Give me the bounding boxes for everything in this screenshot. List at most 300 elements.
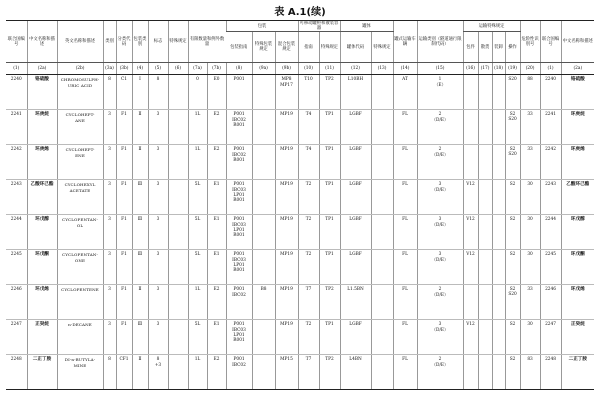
cell-class-code: F1 — [116, 110, 132, 145]
cell-packing-instructions-line: IBC03 — [232, 327, 246, 333]
cell-labels-line: 8 — [156, 77, 160, 83]
cell-packing-instructions-line: R001 — [233, 197, 245, 203]
cell-transport-category — [417, 250, 463, 285]
cell-excepted-quantity: E2 — [207, 110, 226, 145]
cell-transport-category — [417, 110, 463, 145]
cell-hazard-id: 30 — [520, 250, 540, 285]
cell-tank-special-2 — [371, 145, 393, 180]
table-row — [6, 250, 594, 285]
column-number: (10) — [298, 63, 319, 75]
column-number: (17) — [478, 63, 492, 75]
cell-special-packing: B8 — [252, 285, 275, 320]
header-mixed-packing: 混合包装规定 — [275, 32, 298, 63]
cell-transport-category-line: 3 — [438, 322, 442, 328]
cell-packing-group: Ⅱ — [132, 110, 148, 145]
cell-class-code: F1 — [116, 285, 132, 320]
column-number: (2a) — [561, 63, 594, 75]
cell-transport-category-line: 3 — [438, 252, 442, 258]
cell-transport-category-line: 2 — [438, 357, 442, 363]
cell-labels — [148, 145, 168, 180]
cell-tank-special-2 — [371, 110, 393, 145]
header-packages: 包件 — [463, 32, 478, 63]
cell-tank-special: TP1 — [319, 250, 340, 285]
cell-special-provisions — [168, 215, 188, 250]
cell-labels — [148, 285, 168, 320]
cell-en-name-line: CYCLOPENTAN- — [62, 252, 98, 258]
column-number: (9a) — [252, 63, 275, 75]
header-class-code: 分类代码 — [116, 21, 132, 63]
cell-sp-bulk — [478, 145, 492, 180]
cell-mixed-packing-line: MP19 — [280, 112, 293, 118]
cell-hazard-id: 30 — [520, 180, 540, 215]
column-number: (2b) — [57, 63, 103, 75]
cell-sp-packages — [463, 110, 478, 145]
cell-excepted-quantity: E1 — [207, 250, 226, 285]
cell-special-provisions — [168, 285, 188, 320]
cell-sp-operation: S2 — [505, 215, 520, 250]
cell-sp-bulk — [478, 180, 492, 215]
cell-packing-instructions-line: P001 — [233, 147, 245, 153]
cell-class-code: CF1 — [116, 355, 132, 390]
cell-packing-instructions-line: R001 — [233, 157, 245, 163]
cell-sp-operation: S2 S20 — [505, 285, 520, 320]
header-tank-special: 特殊规定 — [319, 32, 340, 63]
header-limited-quantities: 有限数量和例外数量 — [188, 21, 226, 63]
cell-packing-group: Ⅲ — [132, 215, 148, 250]
cell-special-provisions — [168, 75, 188, 110]
cell-en-name-line: CYCLOPENTENE — [61, 287, 99, 293]
header-hazard-id: 危险性识别号 — [520, 21, 540, 63]
cell-packing-instructions-line: P001 — [233, 112, 245, 118]
cell-transport-category-line: （D/E） — [431, 327, 449, 333]
column-number: (18) — [492, 63, 505, 75]
cell-un-no-repeat: 2240 — [540, 75, 561, 110]
table-title: 表 A.1(续) — [274, 7, 326, 18]
cell-tank-vehicle: FL — [393, 320, 417, 355]
header-tank-special-2: 特殊规定 — [371, 32, 393, 63]
cell-cn-name: 环戊醇 — [27, 215, 57, 250]
cell-tank-vehicle: FL — [393, 180, 417, 215]
cell-cn-name-repeat: 环戊烯 — [561, 285, 594, 320]
cell-special-packing — [252, 75, 275, 110]
cell-sp-loading — [492, 75, 505, 110]
cell-sp-packages: V12 — [463, 180, 478, 215]
cell-mixed-packing-line: MP19 — [280, 287, 293, 293]
cell-sp-bulk — [478, 320, 492, 355]
cell-tank-code-line: LGBF — [349, 182, 362, 188]
cell-tank-vehicle: FL — [393, 285, 417, 320]
cell-cn-name-repeat: 正癸烷 — [561, 320, 594, 355]
cell-packing-instructions-line: P001 — [233, 182, 245, 188]
header-special-provisions: 特殊规定 — [168, 21, 188, 63]
column-number: (12) — [340, 63, 371, 75]
cell-en-name-line: ACETATE — [69, 187, 91, 193]
cell-packing-instructions-line: P001 — [233, 252, 245, 258]
cell-excepted-quantity: E1 — [207, 215, 226, 250]
header-transport-category: 运输类别（隧道通行限制代码） — [417, 21, 463, 63]
cell-tank-special: TP1 — [319, 180, 340, 215]
cell-tank-special: TP1 — [319, 320, 340, 355]
cell-tank-special: TP2 — [319, 75, 340, 110]
cell-mixed-packing — [275, 75, 298, 110]
cell-cn-name-repeat: 环庚烷 — [561, 110, 594, 145]
cell-transport-category-line: （D/E） — [431, 362, 449, 368]
cell-packing-group: Ⅲ — [132, 250, 148, 285]
cell-mixed-packing — [275, 110, 298, 145]
cell-limited-quantity: 1L — [188, 355, 207, 390]
header-loading: 装卸 — [492, 32, 505, 63]
cell-un-no: 2244 — [6, 215, 27, 250]
cell-packing-instructions-line: P001 — [233, 287, 245, 293]
cell-mixed-packing — [275, 320, 298, 355]
cell-class: 3 — [103, 215, 116, 250]
table-row — [6, 355, 594, 390]
cell-special-packing — [252, 145, 275, 180]
header-adr-tank-group: 罐体 — [340, 21, 393, 32]
cell-un-no-repeat: 2248 — [540, 355, 561, 390]
cell-un-no-repeat: 2242 — [540, 145, 561, 180]
cell-special-packing — [252, 110, 275, 145]
cell-tank-code-line: LGBF — [349, 217, 362, 223]
cell-en-name-line: MINE — [73, 362, 87, 368]
cell-packing-instructions-line: P001 — [233, 357, 245, 363]
cell-special-provisions — [168, 145, 188, 180]
cell-cn-name-repeat: 二正丁胺 — [561, 355, 594, 390]
cell-packing-instructions — [226, 145, 252, 180]
table-row — [6, 75, 594, 110]
column-number: (2a) — [27, 63, 57, 75]
cell-packing-instructions-line: IBC02 — [232, 292, 246, 298]
header-special-provisions-group: 运输特殊规定 — [463, 21, 520, 32]
cell-packing-instructions — [226, 110, 252, 145]
cell-sp-operation: S2 — [505, 250, 520, 285]
dangerous-goods-table — [6, 21, 594, 390]
cell-special-packing — [252, 320, 275, 355]
cell-tank-instructions: T4 — [298, 145, 319, 180]
cell-tank-special-2 — [371, 285, 393, 320]
cell-limited-quantity: 1L — [188, 145, 207, 180]
cell-class: 3 — [103, 250, 116, 285]
cell-tank-vehicle: FL — [393, 355, 417, 390]
cell-cn-name: 正癸烷 — [27, 320, 57, 355]
cell-transport-category — [417, 145, 463, 180]
cell-class: 8 — [103, 75, 116, 110]
cell-labels — [148, 180, 168, 215]
cell-labels — [148, 320, 168, 355]
cell-sp-operation: S2 — [505, 320, 520, 355]
cell-transport-category-line: 2 — [438, 112, 442, 118]
cell-labels-line: 3 — [156, 217, 160, 223]
cell-tank-vehicle: FL — [393, 145, 417, 180]
cell-packing-instructions-line: P001 — [233, 217, 245, 223]
header-bulk: 散货 — [478, 32, 492, 63]
cell-un-no: 2242 — [6, 145, 27, 180]
cell-packing-instructions-line: IBC03 — [232, 187, 246, 193]
cell-mixed-packing-line: MP19 — [280, 182, 293, 188]
cell-cn-name-repeat: 环戊醇 — [561, 215, 594, 250]
cell-excepted-quantity: E2 — [207, 285, 226, 320]
cell-sp-operation: S2 — [505, 355, 520, 390]
cell-sp-operation: S2 S20 — [505, 145, 520, 180]
cell-labels-line: 3 — [156, 112, 160, 118]
cell-tank-code-line: LGBF — [349, 147, 362, 153]
table-row — [6, 145, 594, 180]
cell-transport-category — [417, 355, 463, 390]
cell-hazard-id: 83 — [520, 355, 540, 390]
column-number: (15) — [417, 63, 463, 75]
cell-tank-instructions: T10 — [298, 75, 319, 110]
cell-labels — [148, 110, 168, 145]
table-row — [6, 285, 594, 320]
cell-en-name — [57, 215, 103, 250]
cell-special-provisions — [168, 110, 188, 145]
cell-packing-group: Ⅱ — [132, 285, 148, 320]
cell-class: 3 — [103, 110, 116, 145]
cell-un-no-repeat: 2246 — [540, 285, 561, 320]
cell-mixed-packing — [275, 215, 298, 250]
cell-hazard-id: 33 — [520, 110, 540, 145]
cell-tank-vehicle: FL — [393, 110, 417, 145]
cell-class-code: F1 — [116, 145, 132, 180]
cell-tank-instructions: T7 — [298, 285, 319, 320]
cell-sp-loading — [492, 355, 505, 390]
column-number: (20) — [520, 63, 540, 75]
column-number: (3b) — [116, 63, 132, 75]
cell-packing-instructions — [226, 75, 252, 110]
cell-tank-instructions: T7 — [298, 355, 319, 390]
cell-en-name — [57, 355, 103, 390]
cell-packing-instructions-line: LP01 — [233, 332, 245, 338]
cell-en-name-line: CYCLOHEPT- — [65, 147, 95, 153]
cell-hazard-id: 88 — [520, 75, 540, 110]
cell-class: 8 — [103, 355, 116, 390]
cell-en-name — [57, 180, 103, 215]
cell-tank-instructions: T2 — [298, 180, 319, 215]
cell-tank-special-2 — [371, 180, 393, 215]
cell-labels — [148, 75, 168, 110]
cell-un-no-repeat: 2244 — [540, 215, 561, 250]
cell-transport-category-line: 3 — [438, 182, 442, 188]
cell-sp-packages — [463, 75, 478, 110]
cell-sp-loading — [492, 215, 505, 250]
cell-tank-special: TP2 — [319, 285, 340, 320]
cell-cn-name: 乙酸环己酯 — [27, 180, 57, 215]
cell-class-code: F1 — [116, 250, 132, 285]
cell-transport-category-line: （D/E） — [431, 152, 449, 158]
column-number: (5) — [148, 63, 168, 75]
cell-cn-name: 环庚烷 — [27, 110, 57, 145]
cell-sp-operation: S2 — [505, 180, 520, 215]
cell-packing-instructions-line: P001 — [233, 322, 245, 328]
cell-class-code: F1 — [116, 320, 132, 355]
cell-packing-instructions-line: IBC03 — [232, 257, 246, 263]
cell-limited-quantity: 5L — [188, 180, 207, 215]
cell-transport-category-line: 3 — [438, 217, 442, 223]
cell-packing-instructions-line: R001 — [233, 337, 245, 343]
cell-packing-instructions-line: R001 — [233, 232, 245, 238]
cell-labels-line: 3 — [156, 182, 160, 188]
cell-tank-code-line: LGBF — [349, 252, 362, 258]
cell-special-provisions — [168, 320, 188, 355]
cell-tank-special-2 — [371, 215, 393, 250]
cell-hazard-id: 30 — [520, 215, 540, 250]
header-packaging-group: 包装 — [226, 21, 298, 32]
header-special-packing: 特殊包装规定 — [252, 32, 275, 63]
cell-tank-code-line: L4BN — [349, 357, 362, 363]
cell-sp-loading — [492, 145, 505, 180]
cell-excepted-quantity: E0 — [207, 75, 226, 110]
cell-limited-quantity: 0 — [188, 75, 207, 110]
cell-un-no: 2240 — [6, 75, 27, 110]
header-class: 类别 — [103, 21, 116, 63]
cell-labels-line: 3 — [156, 287, 160, 293]
cell-en-name-line: URIC ACID — [67, 82, 93, 88]
cell-mixed-packing-line: MP19 — [280, 217, 293, 223]
cell-labels-line: 3 — [156, 252, 160, 258]
cell-tank-code — [340, 110, 371, 145]
cell-tank-special: TP1 — [319, 145, 340, 180]
cell-excepted-quantity: E2 — [207, 145, 226, 180]
cell-packing-instructions-line: R001 — [233, 267, 245, 273]
cell-labels-line: +3 — [154, 362, 162, 368]
cell-un-no: 2243 — [6, 180, 27, 215]
cell-tank-special-2 — [371, 250, 393, 285]
column-number: (9b) — [275, 63, 298, 75]
cell-en-name-line: CHROMOSULPH- — [60, 77, 100, 83]
cell-excepted-quantity: E1 — [207, 180, 226, 215]
cell-transport-category-line: 2 — [438, 287, 442, 293]
cell-special-provisions — [168, 180, 188, 215]
cell-tank-code — [340, 355, 371, 390]
column-number: (1) — [6, 63, 27, 75]
cell-special-provisions — [168, 355, 188, 390]
cell-en-name-line: CYCLOHEXYL — [64, 182, 96, 188]
cell-tank-code — [340, 75, 371, 110]
cell-transport-category-line: 1 — [438, 77, 442, 83]
cell-tank-special: TP1 — [319, 110, 340, 145]
cell-sp-bulk — [478, 215, 492, 250]
header-packing-group: 包装类别 — [132, 21, 148, 63]
cell-tank-instructions: T2 — [298, 320, 319, 355]
table-row — [6, 320, 594, 355]
cell-cn-name: 二正丁胺 — [27, 355, 57, 390]
cell-tank-vehicle: FL — [393, 215, 417, 250]
header-un-no-repeat: 联合国编号 — [540, 21, 561, 63]
column-number: (11) — [319, 63, 340, 75]
header-un-no: 联合国编号 — [6, 21, 27, 63]
cell-sp-bulk — [478, 110, 492, 145]
column-number: (4) — [132, 63, 148, 75]
cell-transport-category — [417, 285, 463, 320]
cell-cn-name: 铬硫酸 — [27, 75, 57, 110]
cell-en-name-line: OL — [76, 222, 84, 228]
cell-en-name-line: ONE — [74, 257, 86, 263]
cell-labels — [148, 355, 168, 390]
cell-packing-instructions — [226, 215, 252, 250]
cell-sp-loading — [492, 320, 505, 355]
column-number-row — [6, 63, 594, 75]
cell-mixed-packing-line: MP15 — [280, 357, 293, 363]
cell-transport-category — [417, 215, 463, 250]
cell-transport-category-line: （D/E） — [431, 222, 449, 228]
cell-cn-name-repeat: 环戊酮 — [561, 250, 594, 285]
cell-en-name — [57, 320, 103, 355]
cell-transport-category-line: 2 — [438, 147, 442, 153]
cell-labels-line: 3 — [156, 147, 160, 153]
cell-un-no: 2247 — [6, 320, 27, 355]
column-number: (8) — [226, 63, 252, 75]
cell-tank-special: TP2 — [319, 355, 340, 390]
cell-packing-instructions-line: R001 — [233, 122, 245, 128]
cell-cn-name-repeat: 环庚烯 — [561, 145, 594, 180]
cell-un-no: 2246 — [6, 285, 27, 320]
cell-labels-line: 8 — [156, 357, 160, 363]
header-operation: 操作 — [505, 32, 520, 63]
cell-packing-group: Ⅰ — [132, 75, 148, 110]
cell-packing-instructions — [226, 180, 252, 215]
cell-mixed-packing-line: MP19 — [280, 252, 293, 258]
cell-tank-instructions: T2 — [298, 250, 319, 285]
cell-packing-group: Ⅱ — [132, 145, 148, 180]
cell-tank-code-line: L1.5BN — [347, 287, 364, 293]
cell-transport-category-line: （D/E） — [431, 187, 449, 193]
cell-en-name-line: CYCLOHEPT- — [65, 112, 95, 118]
cell-transport-category — [417, 75, 463, 110]
cell-en-name — [57, 75, 103, 110]
cell-packing-group: Ⅱ — [132, 355, 148, 390]
cell-packing-instructions-line: IBC02 — [232, 362, 246, 368]
cell-cn-name-repeat: 铬硫酸 — [561, 75, 594, 110]
cell-packing-instructions — [226, 285, 252, 320]
cell-sp-packages — [463, 355, 478, 390]
cell-un-no: 2241 — [6, 110, 27, 145]
column-number: (6) — [168, 63, 188, 75]
cell-en-name — [57, 145, 103, 180]
table-row — [6, 180, 594, 215]
cell-transport-category — [417, 180, 463, 215]
cell-labels — [148, 215, 168, 250]
header-tank-code: 罐体代码 — [340, 32, 371, 63]
cell-sp-loading — [492, 285, 505, 320]
cell-un-no-repeat: 2243 — [540, 180, 561, 215]
cell-sp-packages — [463, 285, 478, 320]
cell-tank-code — [340, 320, 371, 355]
cell-excepted-quantity: E1 — [207, 320, 226, 355]
cell-mixed-packing — [275, 285, 298, 320]
cell-sp-loading — [492, 250, 505, 285]
cell-packing-instructions-line: LP01 — [233, 227, 245, 233]
cell-tank-code — [340, 250, 371, 285]
cell-packing-instructions — [226, 320, 252, 355]
cell-transport-category-line: （E） — [434, 82, 446, 88]
cell-tank-special-2 — [371, 75, 393, 110]
cell-cn-name: 环戊酮 — [27, 250, 57, 285]
cell-limited-quantity: 1L — [188, 285, 207, 320]
cell-hazard-id: 30 — [520, 320, 540, 355]
cell-cn-name: 环庚烯 — [27, 145, 57, 180]
cell-tank-code — [340, 145, 371, 180]
column-number: (16) — [463, 63, 478, 75]
column-number: (1) — [540, 63, 561, 75]
cell-packing-instructions-line: LP01 — [233, 192, 245, 198]
cell-packing-instructions — [226, 355, 252, 390]
cell-tank-code — [340, 215, 371, 250]
cell-mixed-packing-line: MP17 — [280, 82, 293, 88]
cell-packing-group: Ⅲ — [132, 180, 148, 215]
cell-mixed-packing-line: MP19 — [280, 147, 293, 153]
column-number: (3a) — [103, 63, 116, 75]
cell-special-packing — [252, 250, 275, 285]
